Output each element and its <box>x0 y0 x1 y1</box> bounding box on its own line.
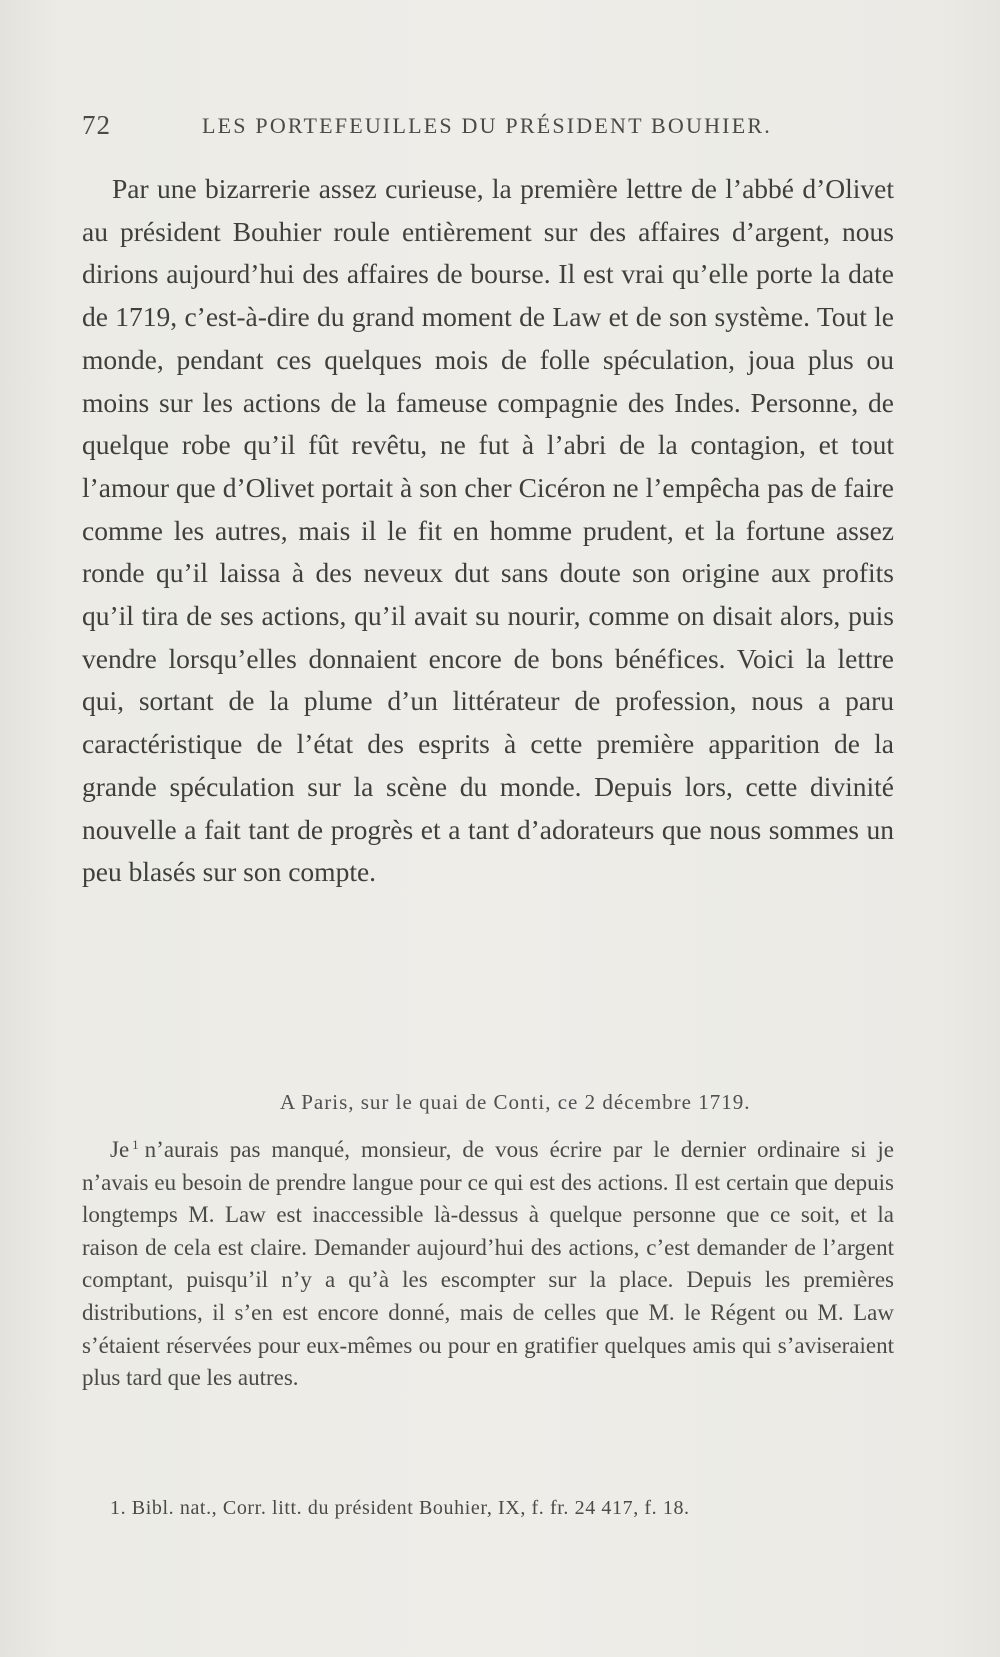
letter-dateline: A Paris, sur le quai de Conti, ce 2 décembre 1719. <box>280 1090 751 1114</box>
letter-text <box>82 1134 894 1395</box>
footnote: 1. Bibl. nat., Corr. litt. du président Bouhier, IX, f. fr. 24 417, f. 18. <box>110 1497 690 1519</box>
letter-opening: Je <box>110 1137 130 1162</box>
page-header <box>82 110 902 150</box>
running-title: LES PORTEFEUILLES DU PRÉSIDENT BOUHIER. <box>202 113 772 138</box>
page-number: 72 <box>82 110 111 140</box>
letter-body: n’aurais pas manqué, monsieur, de vous écrire par le dernier ordinaire si je n’avais eu besoin de prendre langue pour ce qui est des actions. Il est certain que depuis longtemps M. Law est inaccessible là-dessus à quelque personne que ce soit, et la raison de cela est claire. Demander aujourd’hui des actions, c’est demander de l’argent comptant, puisqu’il n’y a qu’à les escompter sur la place. Depuis les premières distributions, il s’en est encore donné, mais de celles que M. le Régent ou M. Law s’étaient réservées pour eux-mêmes ou pour en gratifier quelques amis qui s’aviseraient plus tard que les autres. <box>82 1137 894 1391</box>
footnote-reference: 1 <box>132 1137 139 1152</box>
body-paragraph: Par une bizarrerie assez curieuse, la première lettre de l’abbé d’Olivet au président Bouhier roule entièrement sur des affaires d’argent, nous dirions aujourd’hui des affaires de bourse. Il est vrai qu’elle porte la date de 1719, c’est-à-dire du grand moment de Law et de son système. Tout le monde, pendant ces quelques mois de folle spéculation, joua plus ou moins sur les actions de la fameuse compagnie des Indes. Personne, de quelque robe qu’il fût revêtu, ne fut à l’abri de la contagion, et tout l’amour que d’Olivet portait à son cher Cicéron ne l’empêcha pas de faire comme les autres, mais il le fit en homme prudent, et la fortune assez ronde qu’il laissa à des neveux dut sans doute son origine aux profits qu’il tira de ses actions, qu’il avait su nourir, comme on disait alors, puis vendre lorsqu’elles donnaient encore de bons bénéfices. Voici la lettre qui, sortant de la plume d’un littérateur de profession, nous a paru caractéristique de l’état des esprits à cette première apparition de la grande spéculation sur la scène du monde. Depuis lors, cette divinité nouvelle a fait tant de progrès et a tant d’adorateurs que nous sommes un peu blasés sur son compte. <box>82 173 894 888</box>
